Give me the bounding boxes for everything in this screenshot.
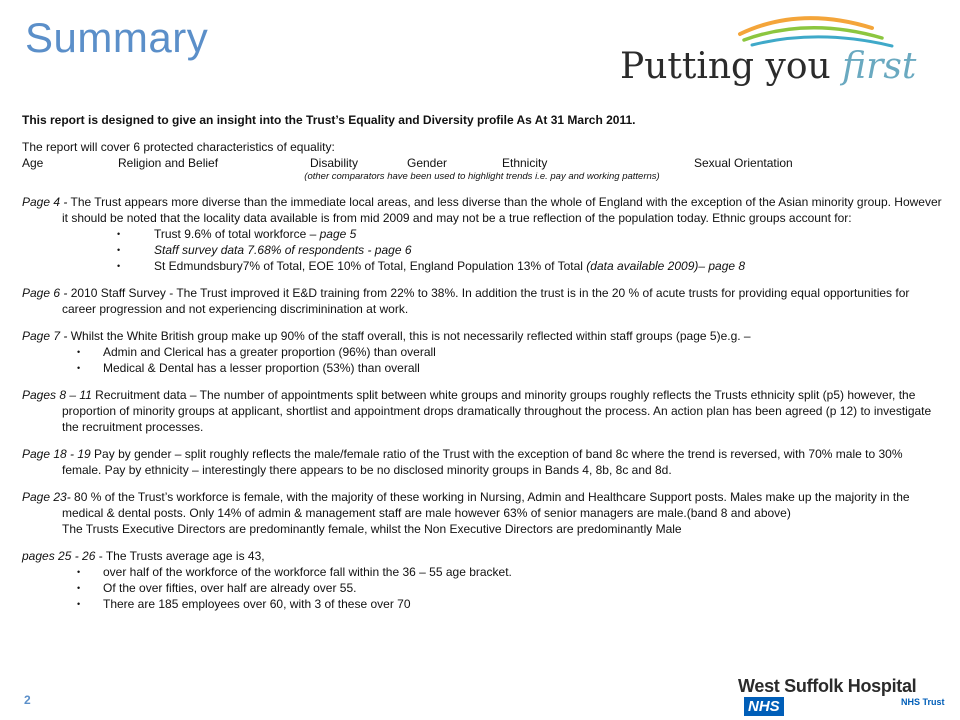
- list-item: • St Edmundsbury7% of Total, EOE 10% of Total, England Population 13% of Total (data available 2009)– page 8: [117, 259, 746, 273]
- slide-title: Summary: [25, 14, 209, 61]
- section-page-4: Page 4 - The Trust appears more diverse than the immediate local areas, and less diverse than the whole of England with the exception of the Asian minority group. However it should be noted that the locality data available is from mid 2009 and may not be a true reflection of the population today. Ethnic groups account for:: [22, 195, 942, 225]
- logo-text: Putting you first: [620, 46, 917, 87]
- list-item: • Admin and Clerical has a greater proportion (96%) than overall: [77, 345, 436, 359]
- nhs-trust-label: NHS Trust: [901, 697, 945, 707]
- characteristic-item: Gender: [407, 156, 448, 170]
- list-item: • Staff survey data 7.68% of respondents - page 6: [117, 243, 412, 257]
- page-number: 2: [24, 693, 31, 707]
- list-item: • Of the over fifties, over half are already over 55.: [77, 581, 357, 595]
- nhs-logo-icon: NHS: [744, 697, 784, 716]
- cover-line: The report will cover 6 protected characteristics of equality:: [22, 140, 335, 154]
- characteristics-row: [22, 155, 942, 171]
- list-item: • There are 185 employees over 60, with 3 of these over 70: [77, 597, 411, 611]
- characteristic-item: Age: [22, 156, 44, 170]
- west-suffolk-hospital-logo: [738, 676, 960, 718]
- section-page-23: Page 23- 80 % of the Trust’s workforce is female, with the majority of these working in Nursing, Admin and Healthcare Support posts. Males make up the majority in the medical & dental posts. Only 14% of admin & management staff are male however 63% of senior managers are male.(band 8 and above): [22, 490, 910, 520]
- section-page-6: Page 6 - 2010 Staff Survey - The Trust improved it E&D training from 22% to 38%. In addition the trust is in the 20 % of acute trusts for providing equal opportunities for career progression and not experiencing discriminination at work.: [22, 286, 910, 316]
- section-page-7: Page 7 - Whilst the White British group make up 90% of the staff overall, this is not necessarily reflected within staff groups (page 5)e.g. –: [22, 329, 751, 343]
- characteristic-item: Ethnicity: [502, 156, 548, 170]
- list-item: • Trust 9.6% of total workforce – page 5: [117, 227, 357, 241]
- intro-paragraph: This report is designed to give an insight into the Trust’s Equality and Diversity profile As At 31 March 2011.: [22, 113, 636, 127]
- section-pages-8-11: Pages 8 – 11 Recruitment data – The number of appointments split between white groups and minority groups roughly reflects the Trusts ethnicity split (p5) however, the proportion of minority groups at applicant, shortlist and appointment drops dramatically throughout the process. An action plan has been agreed (p 12) to investigate the recruitment processes.: [22, 388, 932, 434]
- list-item: • over half of the workforce of the workforce fall within the 36 – 55 age bracket.: [77, 565, 512, 579]
- hospital-name: West Suffolk Hospital: [738, 676, 917, 696]
- section-pages-25-26: pages 25 - 26 - The Trusts average age is 43,: [22, 549, 265, 563]
- characteristic-item: Disability: [310, 156, 359, 170]
- list-item: • Medical & Dental has a lesser proportion (53%) than overall: [77, 361, 420, 375]
- putting-you-first-logo: [612, 10, 917, 100]
- characteristic-item: Sexual Orientation: [694, 156, 793, 170]
- section-pages-18-19: Page 18 - 19 Pay by gender – split roughly reflects the male/female ratio of the Trust with the exception of band 8c where the trend is reversed, with 70% male to 30% female. Pay by ethnicity – interestingly there appears to be no disclosed minority groups in Bands 4, 8b, 8c and 8d.: [22, 447, 903, 477]
- characteristic-item: Religion and Belief: [118, 156, 219, 170]
- comparators-note: (other comparators have been used to highlight trends i.e. pay and working patterns): [304, 171, 660, 182]
- summary-content: [22, 112, 942, 612]
- section-page-23-line2: The Trusts Executive Directors are predominantly female, whilst the Non Executive Directors are predominantly Male: [62, 522, 682, 536]
